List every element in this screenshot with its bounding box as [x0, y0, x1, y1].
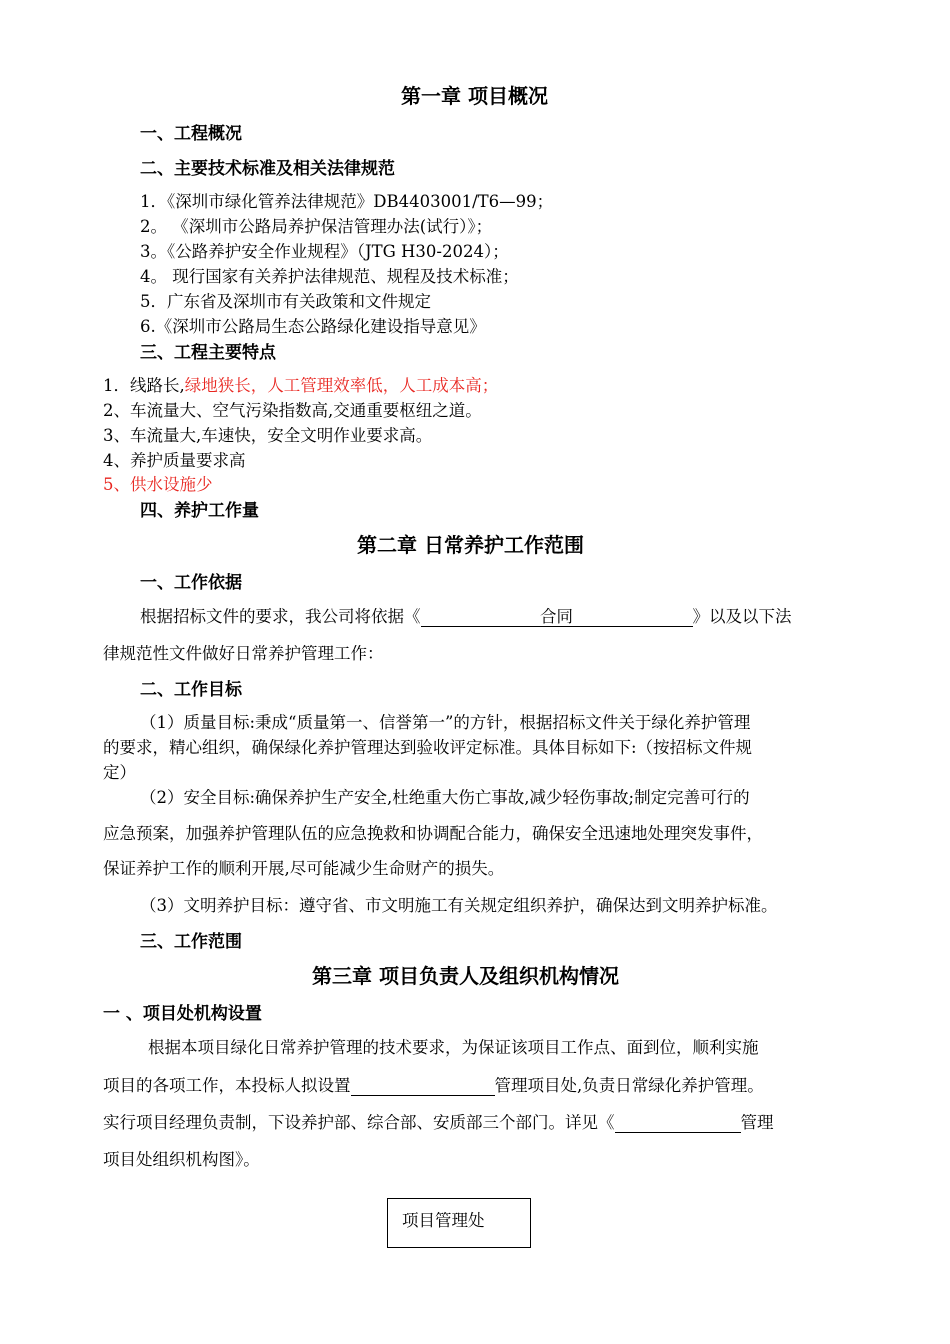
law-item: 6.《深圳市公路局生态公路绿化建设指导意见》	[140, 317, 486, 336]
law-item: 1．《深圳市绿化管养法律规范》DB4403001/T6—99；	[140, 192, 554, 211]
goal1-line2: 的要求，精心组织，确保绿化养护管理达到验收评定标准。具体目标如下:（按招标文件规	[103, 738, 753, 757]
chapter1-section1: 一、工程概况	[140, 124, 242, 144]
chapter2-section1: 一、工作依据	[140, 573, 242, 593]
chapter3-section1: 一 、项目处机构设置	[103, 1004, 262, 1024]
org-para-line2	[103, 1072, 764, 1096]
feature-1-text: 1．线路长,	[103, 376, 185, 395]
basis-line2: 律规范性文件做好日常养护管理工作：	[103, 644, 384, 663]
org-line2-suffix: 管理项目处,负责日常绿化养护管理。	[494, 1076, 764, 1095]
basis-suffix: 》以及以下法	[692, 607, 792, 626]
chapter3-title: 第三章 项目负责人及组织机构情况	[312, 964, 619, 988]
feature-item-3: 3、车流量大,车速快，安全文明作业要求高。	[103, 426, 433, 445]
contract-blank: 合同	[421, 608, 693, 627]
goal2-line2: 应急预案，加强养护管理队伍的应急挽救和协调配合能力，确保安全迅速地处理突发事件，	[103, 824, 763, 843]
org-para-line3	[103, 1109, 774, 1133]
goal2-line1: （2）安全目标:确保养护生产安全,杜绝重大伤亡事故,减少轻伤事故;制定完善可行的	[140, 788, 750, 807]
goal2-line3: 保证养护工作的顺利开展,尽可能减少生命财产的损失。	[103, 859, 505, 878]
law-item: 4。 现行国家有关养护法律规范、规程及技术标准；	[140, 267, 519, 286]
org-line3-suffix: 管理	[740, 1113, 774, 1132]
law-item: 3。《公路养护安全作业规程》（JTG H30-2024）；	[140, 242, 509, 261]
goal1-line3: 定）	[103, 763, 136, 782]
org-line2-prefix: 项目的各项工作，本投标人拟设置	[103, 1076, 351, 1095]
feature-item-5: 5、供水设施少	[103, 475, 213, 494]
basis-line1	[140, 603, 792, 627]
goal3-line: （3）文明养护目标：遵守省、市文明施工有关规定组织养护，确保达到文明养护标准。	[140, 896, 778, 915]
chapter1-section4: 四、养护工作量	[140, 501, 259, 521]
org-para-line4: 项目处组织机构图》。	[103, 1150, 260, 1169]
office-name-blank	[351, 1095, 495, 1096]
law-item: 2。 《深圳市公路局养护保洁管理办法(试行）》；	[140, 217, 493, 236]
feature-1-highlight: 绿地狭长，人工管理效率低，人工成本高；	[184, 376, 499, 395]
law-item: 5．广东省及深圳市有关政策和文件规定	[140, 292, 431, 311]
chapter2-title: 第二章 日常养护工作范围	[357, 533, 584, 557]
feature-item-4: 4、养护质量要求高	[103, 451, 246, 470]
feature-item-2: 2、车流量大、空气污染指数高,交通重要枢纽之道。	[103, 401, 482, 420]
chapter2-section2: 二、工作目标	[140, 680, 242, 700]
chapter1-title: 第一章 项目概况	[401, 84, 548, 108]
org-para-line1: 根据本项目绿化日常养护管理的技术要求，为保证该项目工作点、面到位，顺利实施	[148, 1038, 759, 1057]
chart-name-blank	[615, 1132, 741, 1133]
chapter1-section2: 二、主要技术标准及相关法律规范	[140, 159, 395, 179]
feature-item-1	[103, 372, 498, 396]
org-chart-box	[387, 1198, 531, 1248]
chapter2-section3: 三、工作范围	[140, 932, 242, 952]
chapter1-section3: 三、工程主要特点	[140, 343, 276, 363]
goal1-line1: （1）质量目标:秉成“质量第一、信誉第一”的方针，根据招标文件关于绿化养护管理	[140, 713, 751, 732]
org-line3-prefix: 实行项目经理负责制，下设养护部、综合部、安质部三个部门。详见《	[103, 1113, 615, 1132]
org-chart-box-label: 项目管理处	[402, 1211, 485, 1230]
basis-prefix: 根据招标文件的要求，我公司将依据《	[140, 607, 421, 626]
